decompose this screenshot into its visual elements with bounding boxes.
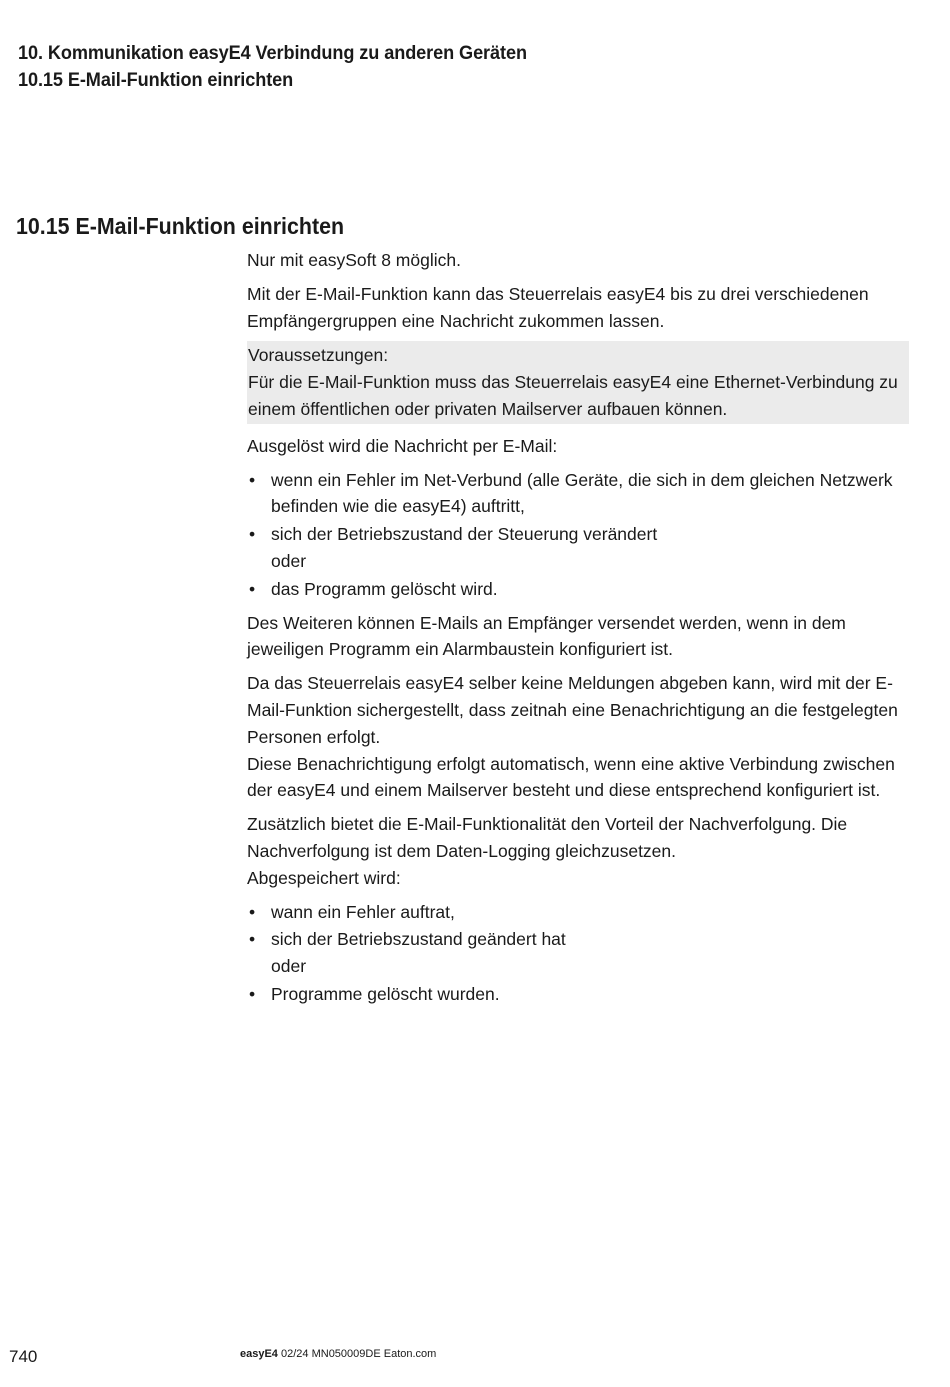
paragraph-recipients: Mit der E-Mail-Funktion kann das Steuerrelais easyE4 bis zu drei verschiedenen Empfängergruppen eine Nachricht zukommen lassen. xyxy=(247,283,869,331)
bullet-icon: • xyxy=(249,901,256,922)
list-item-text: Programme gelöscht wurden. xyxy=(271,983,500,1004)
list-item xyxy=(247,467,909,521)
list-item-conjunction: oder xyxy=(271,550,307,571)
bullet-icon: • xyxy=(249,578,256,599)
section-title: 10.15 E-Mail-Funktion einrichten xyxy=(16,213,345,239)
prerequisites-note xyxy=(247,341,909,423)
saved-list xyxy=(247,899,909,1008)
paragraph-tracking-line2: Abgespeichert wird: xyxy=(247,867,401,888)
paragraph-alarm: Des Weiteren können E-Mails an Empfänger versendet werden, wenn in dem jeweiligen Programm ein Alarmbaustein konfiguriert ist. xyxy=(247,612,846,660)
paragraph-notification xyxy=(247,670,909,804)
paragraph-notification-line1: Da das Steuerrelais easyE4 selber keine Meldungen abgeben kann, wird mit der E-Mail-Funktion sichergestellt, dass zeitnah eine Benachrichtigung an die festgelegten Personen erfolgt. xyxy=(247,673,898,747)
paragraph-tracking-line1: Zusätzlich bietet die E-Mail-Funktionalität den Vorteil der Nachverfolgung. Die Nachverfolgung ist dem Daten-Logging gleichzusetzen. xyxy=(247,814,848,861)
note-title: Voraussetzungen: xyxy=(248,345,389,366)
trigger-intro: Ausgelöst wird die Nachricht per E-Mail: xyxy=(247,435,558,456)
list-item-text: sich der Betriebszustand der Steuerung verändert xyxy=(271,524,658,545)
bullet-icon: • xyxy=(249,469,256,490)
list-item xyxy=(247,926,909,980)
bullet-icon: • xyxy=(249,524,256,545)
main-content xyxy=(247,247,909,1015)
paragraph-notification-line2: Diese Benachrichtigung erfolgt automatisch, wenn eine aktive Verbindung zwischen der easyE4 und einem Mailserver besteht und diese entsprechend konfiguriert ist. xyxy=(247,753,895,801)
list-item-conjunction: oder xyxy=(271,956,307,977)
bullet-icon: • xyxy=(249,983,256,1004)
note-text: Für die E-Mail-Funktion muss das Steuerrelais easyE4 eine Ethernet-Verbindung zu einem öffentlichen oder privaten Mailserver aufbauen können. xyxy=(248,372,898,419)
header-section: 10.15 E-Mail-Funktion einrichten xyxy=(18,69,294,91)
footer-brand: easyE4 xyxy=(240,1348,278,1360)
running-header xyxy=(18,40,527,94)
list-item-text: sich der Betriebszustand geändert hat xyxy=(271,929,566,950)
list-item xyxy=(247,521,909,575)
footer-info xyxy=(240,1347,436,1361)
header-chapter: 10. Kommunikation easyE4 Verbindung zu anderen Geräten xyxy=(18,42,527,64)
intro-text: Nur mit easySoft 8 möglich. xyxy=(247,250,461,270)
bullet-icon: • xyxy=(249,929,256,950)
list-item-text: wann ein Fehler auftrat, xyxy=(271,901,455,922)
paragraph-tracking xyxy=(247,811,909,891)
page-number: 740 xyxy=(9,1347,38,1366)
trigger-list xyxy=(247,467,909,603)
list-item xyxy=(247,899,909,926)
list-item xyxy=(247,981,909,1008)
list-item-text: das Programm gelöscht wird. xyxy=(271,578,498,599)
list-item-text: wenn ein Fehler im Net-Verbund (alle Geräte, die sich in dem gleichen Netzwerk befinden wie die easyE4) auftritt, xyxy=(271,469,893,517)
list-item xyxy=(247,576,909,603)
footer-doc-info: 02/24 MN050009DE Eaton.com xyxy=(281,1348,437,1360)
